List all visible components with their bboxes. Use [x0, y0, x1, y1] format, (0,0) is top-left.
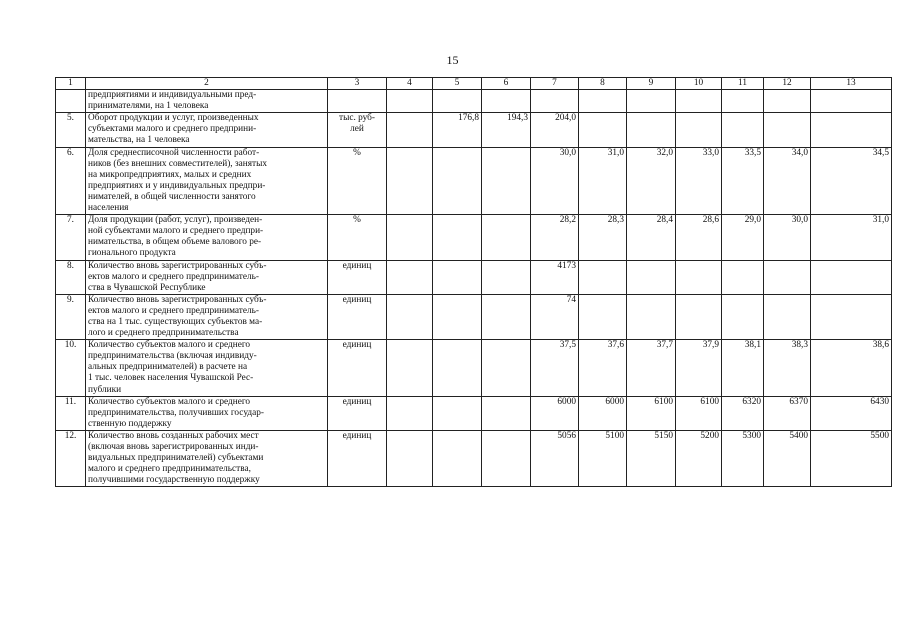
text-line: предприятиями и индивидуальными пред- [88, 90, 257, 101]
row-number: 12. [56, 430, 86, 486]
column-number: 6 [482, 78, 531, 90]
table-row [56, 215, 892, 260]
value-cell: 5300 [722, 430, 764, 486]
unit-cell [328, 396, 387, 430]
text-line: ства в Чувашской Республике [88, 282, 206, 293]
text-line: единиц [342, 396, 372, 407]
text-line: тыс. руб- [339, 113, 375, 124]
column-number: 13 [811, 78, 892, 90]
value-cell [722, 90, 764, 113]
text-line: Количество субъектов малого и среднего [88, 396, 251, 407]
value-cell [722, 260, 764, 294]
row-number [56, 90, 86, 113]
value-cell: 28,6 [676, 215, 722, 260]
value-cell: 6100 [627, 396, 676, 430]
value-cell: 194,3 [482, 113, 531, 147]
table-row [56, 294, 892, 339]
text-line: малого и среднего предпринимательства, [88, 464, 251, 475]
text-line: ников (без внешних совместителей), занятых [88, 158, 267, 169]
table-row [56, 340, 892, 396]
value-cell [722, 294, 764, 339]
text-line: предпринимательства (включая индивиду- [88, 351, 257, 362]
page-number: 15 [446, 53, 459, 67]
value-cell [482, 260, 531, 294]
value-cell: 37,9 [676, 340, 722, 396]
indicator-description [86, 147, 328, 215]
column-number: 8 [579, 78, 627, 90]
column-number: 7 [531, 78, 579, 90]
column-number-row [56, 78, 892, 90]
value-cell [482, 215, 531, 260]
unit-cell [328, 340, 387, 396]
value-cell [387, 340, 433, 396]
column-number: 5 [433, 78, 482, 90]
value-cell: 34,5 [811, 147, 892, 215]
value-cell [676, 90, 722, 113]
indicator-description [86, 90, 328, 113]
value-cell: 37,6 [579, 340, 627, 396]
value-cell [811, 260, 892, 294]
value-cell: 6000 [579, 396, 627, 430]
text-line: 1 тыс. человек населения Чувашской Рес- [88, 373, 254, 384]
value-cell: 5056 [531, 430, 579, 486]
indicators-table [55, 77, 892, 487]
value-cell: 204,0 [531, 113, 579, 147]
value-cell [387, 396, 433, 430]
row-number: 10. [56, 340, 86, 396]
value-cell: 31,0 [811, 215, 892, 260]
value-cell [676, 294, 722, 339]
text-line: ектов малого и среднего предприниматель- [88, 271, 259, 282]
column-number: 9 [627, 78, 676, 90]
value-cell [579, 260, 627, 294]
unit-cell [328, 430, 387, 486]
value-cell [482, 430, 531, 486]
value-cell [579, 113, 627, 147]
column-number: 11 [722, 78, 764, 90]
unit-cell [328, 113, 387, 147]
table-row [56, 90, 892, 113]
row-number: 6. [56, 147, 86, 215]
value-cell: 38,1 [722, 340, 764, 396]
value-cell: 28,2 [531, 215, 579, 260]
value-cell [433, 90, 482, 113]
text-line: на микропредприятиях, малых и средних [88, 169, 252, 180]
value-cell: 74 [531, 294, 579, 339]
value-cell [627, 113, 676, 147]
value-cell [387, 260, 433, 294]
row-number: 5. [56, 113, 86, 147]
table-row [56, 113, 892, 147]
value-cell: 34,0 [764, 147, 811, 215]
text-line: Количество субъектов малого и среднего [88, 340, 251, 351]
indicator-description [86, 113, 328, 147]
value-cell [387, 294, 433, 339]
value-cell: 5200 [676, 430, 722, 486]
text-line: предпринимательства, получивших государ- [88, 407, 264, 418]
text-line: единиц [342, 340, 372, 351]
text-line: гионального продукта [88, 248, 176, 259]
text-line: ектов малого и среднего предприниматель- [88, 305, 259, 316]
text-line: публики [88, 384, 122, 395]
column-number: 12 [764, 78, 811, 90]
text-line: принимателями, на 1 человека [88, 101, 209, 112]
value-cell [387, 215, 433, 260]
value-cell: 32,0 [627, 147, 676, 215]
value-cell: 38,3 [764, 340, 811, 396]
value-cell [433, 294, 482, 339]
value-cell [433, 215, 482, 260]
value-cell: 33,5 [722, 147, 764, 215]
column-number: 1 [56, 78, 86, 90]
table-row [56, 430, 892, 486]
value-cell: 30,0 [764, 215, 811, 260]
value-cell: 5400 [764, 430, 811, 486]
value-cell [387, 430, 433, 486]
value-cell: 176,8 [433, 113, 482, 147]
column-number: 10 [676, 78, 722, 90]
value-cell: 29,0 [722, 215, 764, 260]
value-cell [433, 147, 482, 215]
column-number: 4 [387, 78, 433, 90]
text-line: видуальных предпринимателей) субъектами [88, 453, 264, 464]
value-cell: 37,5 [531, 340, 579, 396]
value-cell [764, 260, 811, 294]
value-cell [764, 294, 811, 339]
indicator-description [86, 396, 328, 430]
value-cell [811, 90, 892, 113]
text-line: Количество вновь зарегистрированных субъ- [88, 294, 267, 305]
value-cell: 5100 [579, 430, 627, 486]
table-row [56, 147, 892, 215]
value-cell [627, 294, 676, 339]
column-number: 2 [86, 78, 328, 90]
value-cell [811, 113, 892, 147]
text-line: мательства, на 1 человека [88, 135, 190, 146]
value-cell: 6000 [531, 396, 579, 430]
value-cell: 31,0 [579, 147, 627, 215]
indicator-description [86, 430, 328, 486]
indicator-description [86, 294, 328, 339]
text-line: Количество вновь зарегистрированных субъ- [88, 260, 267, 271]
value-cell [627, 90, 676, 113]
text-line: населения [88, 203, 129, 214]
value-cell [482, 90, 531, 113]
text-line: Доля продукции (работ, услуг), произведен- [88, 215, 263, 226]
text-line: получившими государственную поддержку [88, 475, 260, 486]
text-line: нимателей, в общей численности занятого [88, 191, 256, 202]
unit-cell [328, 90, 387, 113]
value-cell [433, 260, 482, 294]
value-cell: 33,0 [676, 147, 722, 215]
value-cell [482, 147, 531, 215]
text-line: нимательства, в общем объеме валового ре- [88, 237, 262, 248]
text-line: лей [350, 124, 364, 135]
text-line: единиц [342, 430, 372, 441]
text-line: лого и среднего предпринимательства [88, 328, 239, 339]
indicator-description [86, 215, 328, 260]
text-line: предприятиях и у индивидуальных предпри- [88, 180, 266, 191]
value-cell [811, 294, 892, 339]
value-cell: 28,4 [627, 215, 676, 260]
value-cell [433, 430, 482, 486]
value-cell: 6430 [811, 396, 892, 430]
text-line: Оборот продукции и услуг, произведенных [88, 113, 259, 124]
row-number: 11. [56, 396, 86, 430]
unit-cell [328, 215, 387, 260]
text-line: альных предпринимателей) в расчете на [88, 362, 248, 373]
value-cell [433, 340, 482, 396]
value-cell: 37,7 [627, 340, 676, 396]
text-line: % [353, 147, 361, 158]
value-cell [676, 113, 722, 147]
text-line: единиц [342, 294, 372, 305]
value-cell [676, 260, 722, 294]
value-cell: 28,3 [579, 215, 627, 260]
unit-cell [328, 260, 387, 294]
value-cell [579, 90, 627, 113]
value-cell: 6100 [676, 396, 722, 430]
value-cell [482, 396, 531, 430]
value-cell: 5500 [811, 430, 892, 486]
table-row [56, 396, 892, 430]
unit-cell [328, 147, 387, 215]
text-line: ной субъектами малого и среднего предпри- [88, 226, 264, 237]
text-line: Доля среднесписочной численности работ- [88, 147, 260, 158]
table-row [56, 260, 892, 294]
value-cell: 38,6 [811, 340, 892, 396]
text-line: единиц [342, 260, 372, 271]
value-cell [764, 90, 811, 113]
value-cell [387, 90, 433, 113]
value-cell: 4173 [531, 260, 579, 294]
row-number: 8. [56, 260, 86, 294]
unit-cell [328, 294, 387, 339]
value-cell: 6370 [764, 396, 811, 430]
text-line: (включая вновь зарегистрированных инди- [88, 442, 259, 452]
value-cell [482, 340, 531, 396]
value-cell [764, 113, 811, 147]
text-line: субъектами малого и среднего предприни- [88, 124, 257, 135]
text-line: ства на 1 тыс. существующих субъектов ма- [88, 316, 263, 327]
text-line: Количество вновь созданных рабочих мест [88, 430, 259, 441]
indicator-description [86, 260, 328, 294]
value-cell [627, 260, 676, 294]
text-line: ственную поддержку [88, 418, 172, 429]
value-cell [722, 113, 764, 147]
value-cell [433, 396, 482, 430]
value-cell: 6320 [722, 396, 764, 430]
row-number: 9. [56, 294, 86, 339]
value-cell [531, 90, 579, 113]
value-cell [579, 294, 627, 339]
value-cell: 5150 [627, 430, 676, 486]
value-cell [482, 294, 531, 339]
indicator-description [86, 340, 328, 396]
column-number: 3 [328, 78, 387, 90]
row-number: 7. [56, 215, 86, 260]
value-cell [387, 147, 433, 215]
text-line: % [353, 215, 361, 226]
value-cell [387, 113, 433, 147]
value-cell: 30,0 [531, 147, 579, 215]
